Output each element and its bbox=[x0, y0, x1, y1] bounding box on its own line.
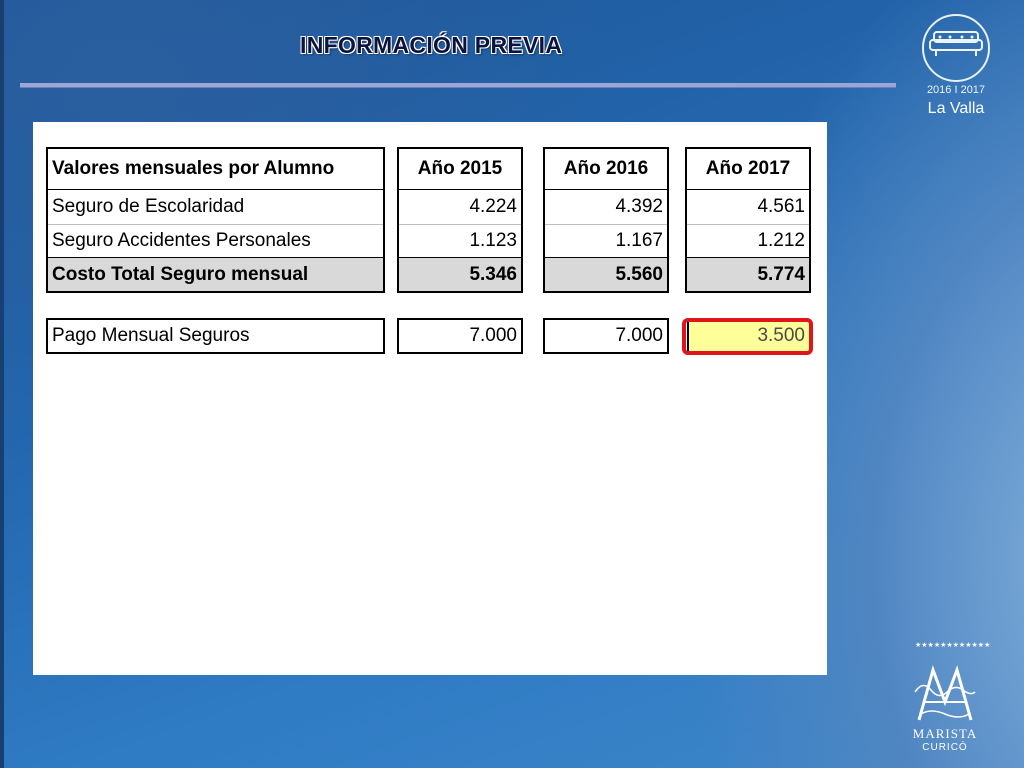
payment-2015: 7.000 bbox=[469, 325, 517, 346]
title-divider bbox=[20, 83, 896, 88]
total-2017: 5.774 bbox=[687, 258, 809, 291]
cell-2016: 4.392 bbox=[615, 196, 663, 217]
payment-label: Pago Mensual Seguros bbox=[52, 325, 250, 346]
la-valla-logo bbox=[920, 12, 992, 122]
slide-title: INFORMACIÓN PREVIA bbox=[300, 32, 563, 58]
cell-2017: 1.212 bbox=[757, 230, 805, 251]
header-label: Valores mensuales por Alumno bbox=[52, 158, 335, 179]
marista-logo bbox=[897, 640, 993, 760]
left-edge-strip bbox=[0, 0, 4, 768]
header-2017: Año 2017 bbox=[705, 158, 791, 179]
cell-2017: 4.561 bbox=[757, 196, 805, 217]
cell-2016: 1.167 bbox=[615, 230, 663, 251]
am-monogram-icon bbox=[911, 662, 979, 724]
cell-2015: 4.224 bbox=[469, 196, 517, 217]
stars-icon: ★★★★★★★★★★★★ bbox=[915, 642, 991, 649]
row-label: Seguro Accidentes Personales bbox=[52, 230, 311, 251]
table-panel bbox=[33, 122, 827, 675]
total-2015: 5.346 bbox=[399, 258, 521, 291]
cell-2015: 1.123 bbox=[469, 230, 517, 251]
payment-2017: 3.500 bbox=[687, 320, 809, 352]
total-row-label: Costo Total Seguro mensual bbox=[48, 258, 383, 291]
header-2016: Año 2016 bbox=[563, 158, 649, 179]
logo-circle bbox=[922, 14, 990, 82]
logo-name: La Valla bbox=[927, 100, 985, 117]
header-2015: Año 2015 bbox=[417, 158, 503, 179]
logo-curico: CURICÓ bbox=[922, 742, 968, 753]
highlight-outline bbox=[682, 318, 813, 355]
logo-years: 2016 I 2017 bbox=[926, 84, 986, 96]
logo-marista: MARISTA bbox=[912, 726, 978, 741]
row-label: Seguro de Escolaridad bbox=[52, 196, 245, 217]
payment-2016: 7.000 bbox=[615, 325, 663, 346]
sofa-icon bbox=[928, 28, 984, 64]
total-2016: 5.560 bbox=[545, 258, 667, 291]
